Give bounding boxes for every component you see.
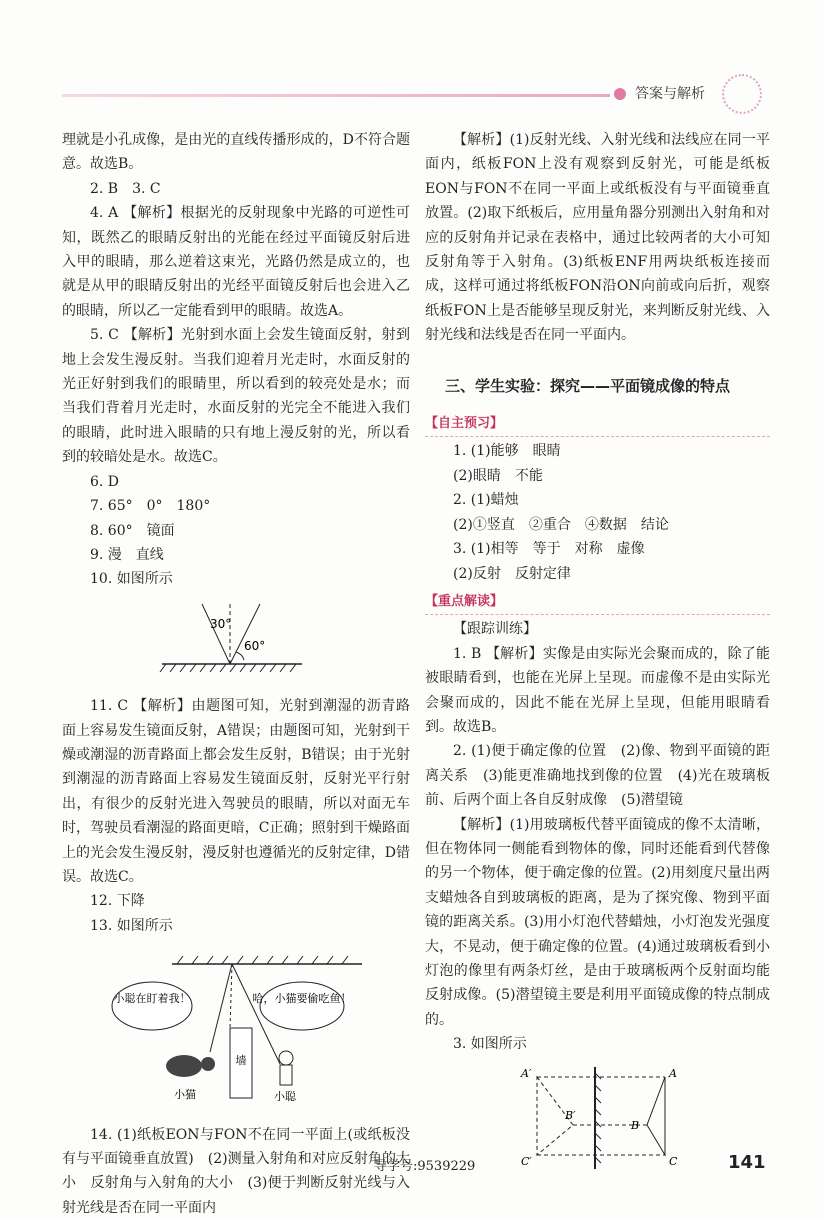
paragraph: 1. B 【解析】实像是由实际光会聚而成的，除了能被眼睛看到，也能在光屏上呈现。而虚像不是由实际光会聚而成的，因此不能在光屏上呈现，但能用眼睛看到。故选B。 [425,645,770,735]
paragraph: (2)①竖直 ②重合 ④数据 结论 [453,516,669,533]
paragraph: 13. 如图所示 [90,917,173,934]
speech-bubble-text: 哈，小猫要偷吃鱼！ [252,992,352,1006]
section-tag: 【重点解读】 [425,590,770,615]
speech-bubble-text: 小聪在盯着我！ [113,992,191,1006]
paragraph: 理就是小孔成像，是由光的直线传播形成的，D不符合题意。故选B。 [62,132,410,173]
paragraph: 14. (1)纸板EON与FON不在同一平面上(或纸板没有与平面镜垂直放置) (2)测量入射角和对应反射角的大小 反射角与入射角的大小 (3)便于判断反射光线与入射光线是否在同一平面内 [62,1126,410,1216]
header-dot-icon [614,88,626,100]
paragraph: 【跟踪训练】 [453,621,537,638]
point-label: C [669,1154,678,1168]
paragraph: 3. (1)相等 等于 对称 虚像 [453,541,645,558]
paragraph: 9. 漫 直线 [90,546,164,563]
mirror-image-diagram [425,1065,770,1175]
decorative-circle-icon [722,74,762,114]
cat-label: 小猫 [174,1088,196,1102]
paragraph: 6. D [90,473,120,490]
angle-label: 30° [210,616,232,631]
wall-label: 墙 [235,1054,247,1068]
cat-mirror-diagram [62,946,410,1106]
paragraph: 2. (1)蜡烛 [453,492,519,509]
right-column [425,128,770,1191]
header-title: 答案与解析 [635,86,705,102]
section-tag: 【自主预习】 [425,412,770,437]
paragraph: 2. B 3. C [90,180,161,197]
point-label: B [631,1118,640,1132]
paragraph: (2)反射 反射定律 [453,565,571,582]
point-label: A [669,1066,677,1080]
paragraph: (2)眼睛 不能 [453,467,543,484]
cat-icon [166,1055,215,1077]
header-rule [62,94,610,97]
paragraph: 4. A 【解析】根据光的反射现象中光路的可逆性可知，既然乙的眼睛反射出的光能在经过平面镜反射后进入甲的眼睛，那么逆着这束光，光路仍然是成立的，也就是从甲的眼睛反射出的光经平面镜反射后也会进入乙的眼睛，所以乙一定能看到甲的眼睛。故选A。 [62,205,410,319]
point-label: B′ [565,1108,576,1122]
section-title: 三、学生实验：探究——平面镜成像的特点 [445,376,731,395]
paragraph: 3. 如图所示 [453,1036,527,1053]
paragraph: 2. (1)便于确定像的位置 (2)像、物到平面镜的距离关系 (3)能更准确地找到像的位置 (4)光在玻璃板前、后两个面上各自反射成像 (5)潜望镜 [425,743,770,809]
paragraph: 【解析】(1)用玻璃板代替平面镜成的像不太清晰，但在物体同一侧能看到物体的像，同时还能看到代替像的另一个物体，便于确定像的位置。(2)用刻度尺量出两支蜡烛各自到玻璃板的距离，是为了探究像、物到平面镜的距离关系。(3)用小灯泡代替蜡烛，小灯泡发光强度大，不晃动，便于确定像的位置。(4)通过玻璃板看到小灯泡的像里有两条灯丝，是由于玻璃板两个反射面均能反射成像。(5)潜望镜主要是利用平面镜成像的特点制成的。 [425,816,770,1028]
footer-code: 导学号:9539229 [374,1159,476,1174]
paragraph: 12. 下降 [90,893,145,910]
paragraph: 8. 60° 镜面 [90,522,175,539]
paragraph: 【解析】(1)反射光线、入射光线和法线应在同一平面内，纸板FON上没有观察到反射光，可能是纸板EON与FON不在同一平面上或纸板没有与平面镜垂直放置。(2)取下纸板后，应用量角器分别测出入射角和对应的反射角并记录在表格中，通过比较两者的大小可知反射角等于入射角。(3)纸板ENF用两块纸板连接而成，这样可通过将纸板FON沿ON向前或向后折，观察纸板FON上是否能够呈现反射光，来判断反射光线、入射光线和法线是否在同一平面内。 [425,132,770,344]
boy-label: 小聪 [274,1090,296,1104]
boy-icon [279,1051,293,1085]
angle-label: 60° [244,638,266,653]
paragraph: 11. C 【解析】由题图可知，光射到潮湿的沥青路面上容易发生镜面反射，A错误；由题图可知，光射到干燥或潮湿的沥青路面上都会发生反射，B错误；由于光射到潮湿的沥青路面上容易发生镜面反射，反射光平行射出，有很少的反射光进入驾驶员的眼睛，所以对面无车时，驾驶员看潮湿的路面更暗，C正确；照射到干燥路面上的光会发生漫反射，漫反射也遵循光的反射定律，D错误。故选C。 [62,698,410,885]
left-column [62,128,410,1220]
point-label: A′ [521,1066,532,1080]
paragraph: 7. 65° 0° 180° [90,498,211,515]
page-number: 141 [728,1152,766,1173]
paragraph: 1. (1)能够 眼睛 [453,443,561,460]
paragraph: 5. C 【解析】光射到水面上会发生镜面反射，射到地上会发生漫反射。当我们迎着月光走时，水面反射的光正好射到我们的眼睛里，所以看到的较亮处是水；而当我们背着月光走时，水面反射的光完全不能进入我们的眼睛，此时进入眼睛的只有地上漫反射的光，所以看到的较暗处是水。故选C。 [62,327,410,466]
point-label: C′ [521,1154,532,1168]
reflection-diagram [62,600,410,678]
paragraph: 10. 如图所示 [90,571,173,588]
